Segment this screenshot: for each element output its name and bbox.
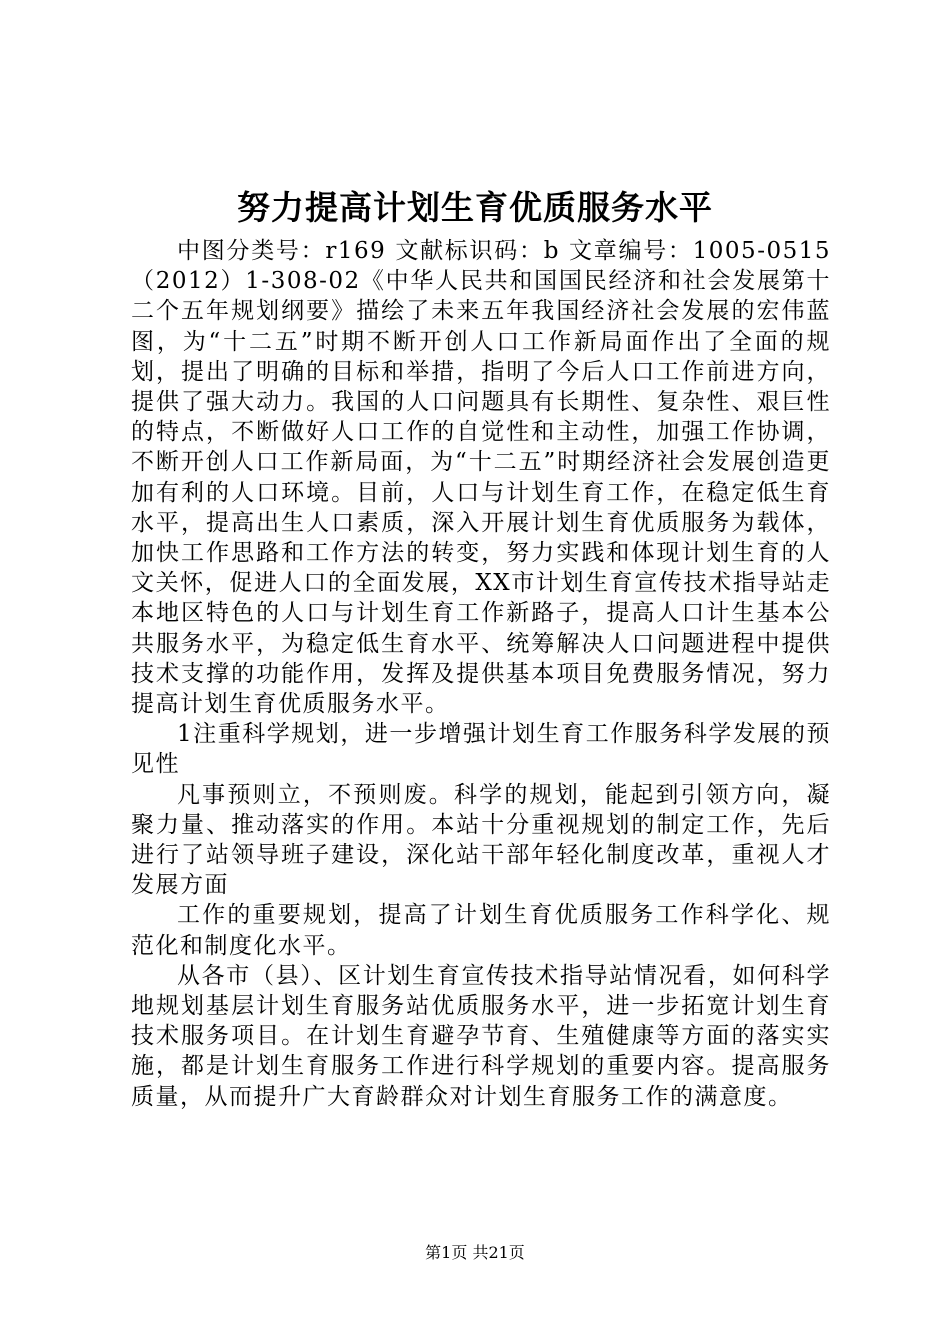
page-number-footer: 第1页 共21页 [425,1243,525,1262]
document-title: 努力提高计划生育优质服务水平 [237,188,713,227]
body-paragraph: 凡事预则立，不预则废。科学的规划，能起到引领方向，凝聚力量、推动落实的作用。本站十分重视规划的制定工作，先后进行了站领导班子建设，深化站干部年轻化制度改革，重视人才发展方面 [131,781,831,899]
document-body [131,236,831,1112]
body-paragraph: 中图分类号：r169 文献标识码：b 文章编号：1005-0515（2012）1-308-02《中华人民共和国国民经济和社会发展第十二个五年规划纲要》描绘了未来五年我国经济社会发展的宏伟蓝图，为“十二五”时期不断开创人口工作新局面作出了全面的规划，提出了明确的目标和举措，指明了今后人口工作前进方向，提供了强大动力。我国的人口问题具有长期性、复杂性、艰巨性的特点，不断做好人口工作的自觉性和主动性，加强工作协调，不断开创人口工作新局面，为“十二五”时期经济社会发展创造更加有利的人口环境。目前，人口与计划生育工作，在稳定低生育水平，提高出生人口素质，深入开展计划生育优质服务为载体，加快工作思路和工作方法的转变，努力实践和体现计划生育的人文关怀，促进人口的全面发展，XX市计划生育宣传技术指导站走本地区特色的人口与计划生育工作新路子，提高人口计生基本公共服务水平，为稳定低生育水平、统筹解决人口问题进程中提供技术支撑的功能作用，发挥及提供基本项目免费服务情况，努力提高计划生育优质服务水平。 [131,238,831,718]
body-paragraph: 从各市（县）、区计划生育宣传技术指导站情况看，如何科学地规划基层计划生育服务站优质服务水平，进一步拓宽计划生育技术服务项目。在计划生育避孕节育、生殖健康等方面的落实实施，都是计划生育服务工作进行科学规划的重要内容。提高服务质量，从而提升广大育龄群众对计划生育服务工作的满意度。 [131,962,831,1110]
body-paragraph: 工作的重要规划，提高了计划生育优质服务工作科学化、规范化和制度化水平。 [131,902,831,959]
section-heading: 1注重科学规划，进一步增强计划生育工作服务科学发展的预见性 [131,721,831,778]
